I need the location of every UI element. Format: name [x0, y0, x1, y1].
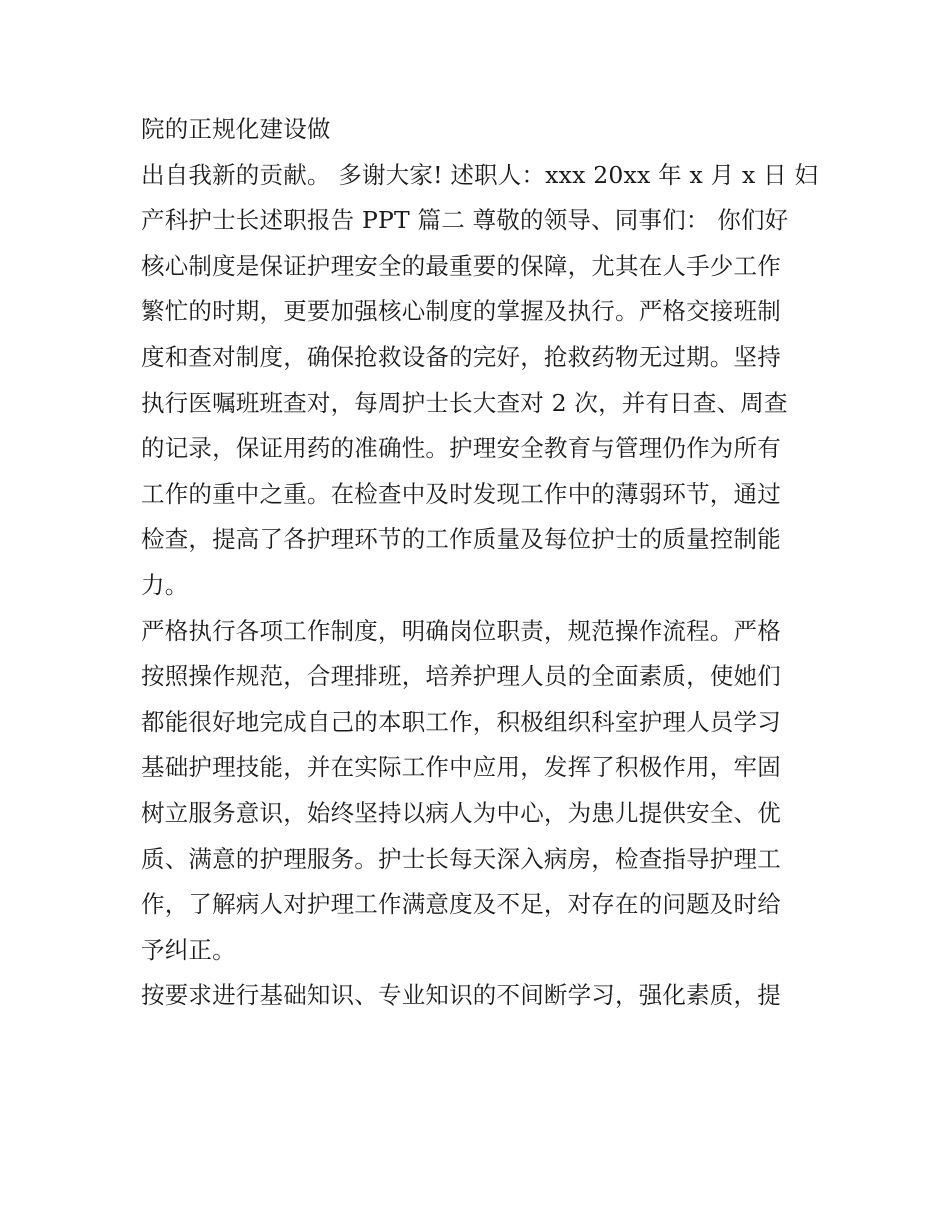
text-line: 作，了解病人对护理工作满意度及不足，对存在的问题及时给	[141, 890, 781, 919]
text-line: 基础护理技能，并在实际工作中应用，发挥了积极作用，牢固	[141, 753, 781, 782]
text-line: 都能很好地完成自己的本职工作，积极组织科室护理人员学习	[141, 707, 781, 736]
text-line: 度和查对制度，确保抢救设备的完好，抢救药物无过期。坚持	[141, 342, 781, 371]
text-line: 检查，提高了各护理环节的工作质量及每位护士的质量控制能	[141, 525, 781, 554]
text-line: 出自我新的贡献。 多谢大家! 述职人：xxx 20xx 年 x 月 x 日 妇	[141, 160, 819, 189]
text-line: 繁忙的时期，更要加强核心制度的掌握及执行。严格交接班制	[141, 297, 781, 326]
text-line: 树立服务意识，始终坚持以病人为中心，为患儿提供安全、优	[141, 798, 781, 827]
text-line: 予纠正。	[141, 935, 236, 964]
text-line: 按照操作规范，合理排班，培养护理人员的全面素质，使她们	[141, 662, 781, 691]
text-line: 工作的重中之重。在检查中及时发现工作中的薄弱环节，通过	[141, 479, 781, 508]
text-line: 的记录，保证用药的准确性。护理安全教育与管理仍作为所有	[141, 434, 781, 463]
text-line: 力。	[141, 570, 189, 599]
text-line: 按要求进行基础知识、专业知识的不间断学习，强化素质，提	[141, 981, 781, 1010]
document-body	[141, 107, 819, 1019]
text-line: 质、满意的护理服务。护士长每天深入病房，检查指导护理工	[141, 844, 781, 873]
text-line: 严格执行各项工作制度，明确岗位职责，规范操作流程。严格	[141, 616, 781, 645]
text-line: 院的正规化建设做	[141, 115, 331, 143]
text-line: 核心制度是保证护理安全的最重要的保障，尤其在人手少工作	[141, 251, 781, 280]
text-line: 产科护士长述职报告 PPT 篇二 尊敬的领导、同事们： 你们好	[141, 206, 789, 235]
text-line: 执行医嘱班班查对，每周护士长大查对 2 次，并有日查、周查	[141, 388, 788, 417]
